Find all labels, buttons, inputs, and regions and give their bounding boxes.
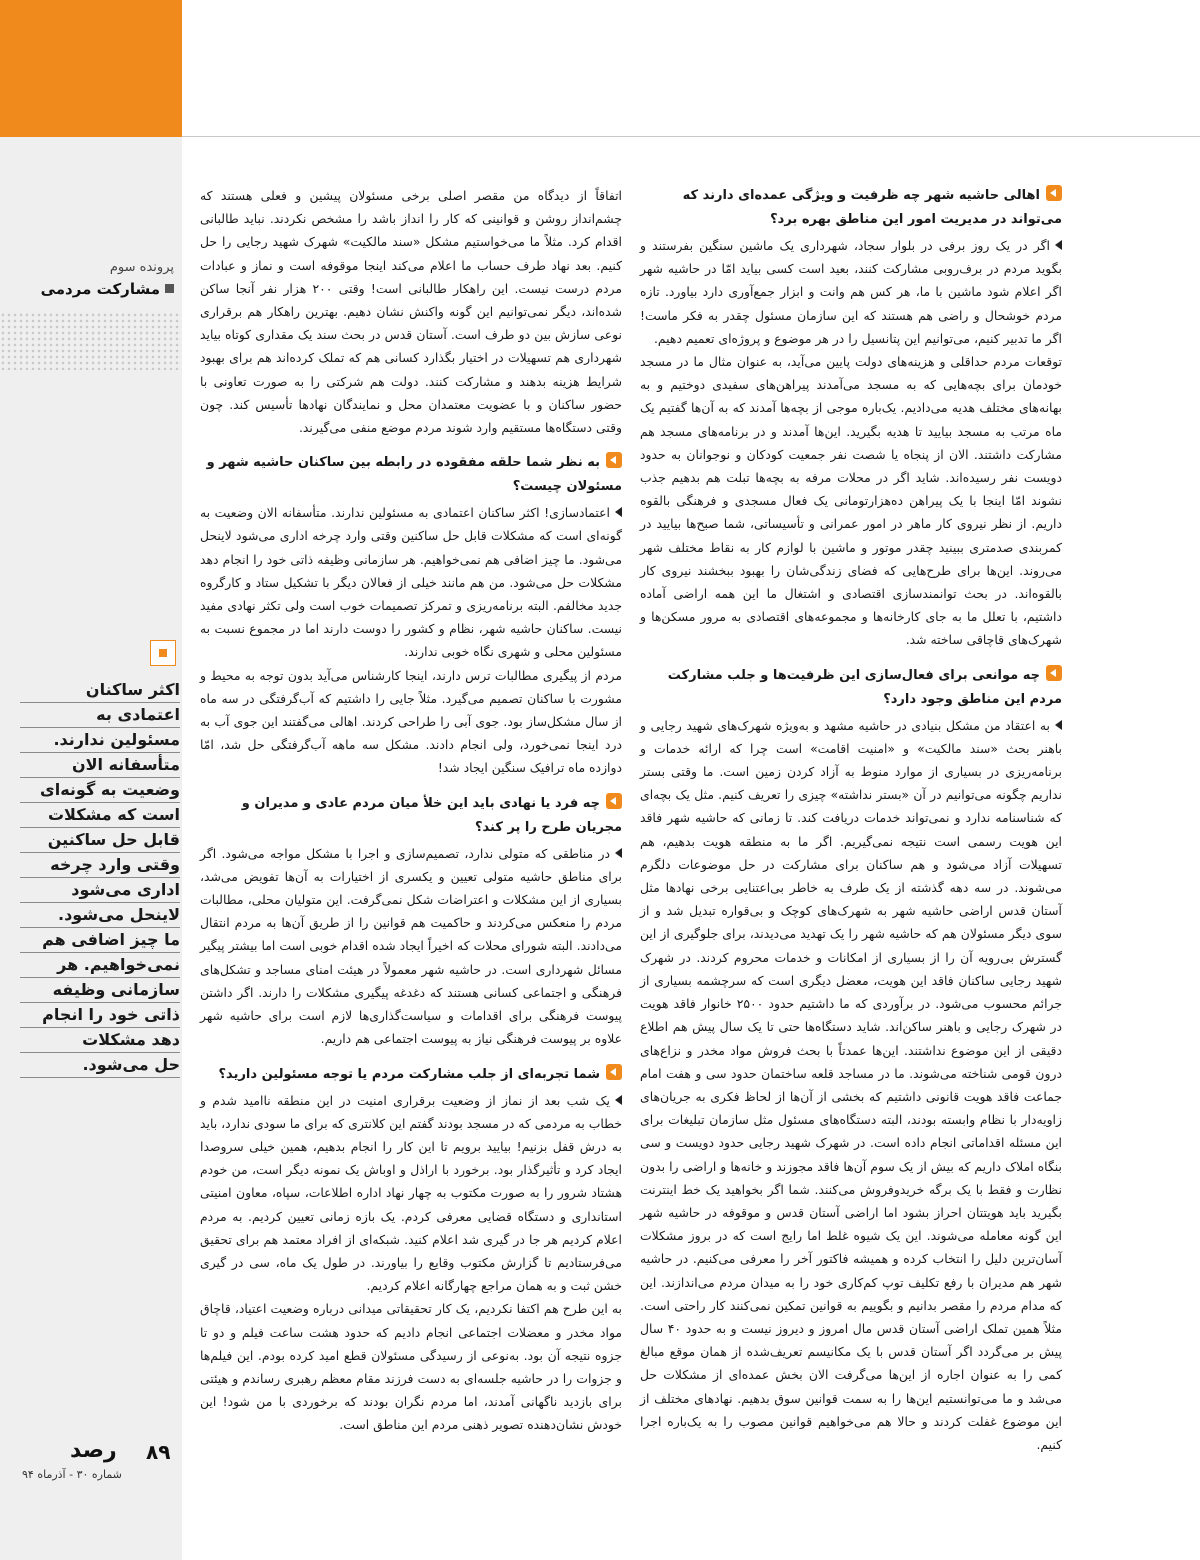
pull-quote-line: قابل حل ساکنین — [20, 828, 180, 853]
pull-quote-line: نمی‌خواهیم. هر — [20, 953, 180, 978]
question-text: چه موانعی برای فعال‌سازی این ظرفیت‌ها و جلب مشارکت مردم این مناطق وجود دارد؟ — [667, 667, 1062, 707]
answer-paragraph: به این طرح هم اکتفا نکردیم، یک کار تحقیقاتی میدانی درباره وضعیت اعتیاد، قاچاق مواد مخدر و معضلات اجتماعی انجام دادیم که حدود هشت ساعت فیلم و دو تا جزوه نتیجه آن بود. به‌نوعی از رسیدگی مسئولان قطع امید کرده بودم. این فیلم‌ها و جزوات را در حاشیه جلسه‌ای به دست فرزند مقام معظم رهبری رساندم و هیئتی برای بازدید ناگهانی آمدند، اما مردم نگران بودند که برخوردی با من شود! این خودش نشان‌دهنده تصویر ذهنی مردم این مناطق است. — [200, 1301, 622, 1433]
dot-pattern — [0, 312, 182, 370]
issue-info: شماره ۳۰ - آذرماه ۹۴ — [22, 1468, 122, 1481]
answer-paragraph — [200, 1089, 622, 1298]
pull-quote-line: وقتی وارد چرخه — [20, 853, 180, 878]
answer-arrow-icon — [615, 507, 622, 517]
page-number: ۸۹ — [146, 1440, 171, 1464]
answer-text: اعتمادسازی! اکثر ساکنان اعتمادی به مسئولین ندارند. متأسفانه الان وضعیت به گونه‌ای است که مشکلات قابل حل ساکنین وقتی وارد چرخه اداری می‌شود لاینحل می‌شود. ما چیز اضافی هم نمی‌خواهیم. هر سازمانی وظیفه ذاتی خود را انجام دهد مشکلات حل می‌شود. من هم مانند خیلی از فعالان دیگر با تشکیل ستاد و کارگروه جدید مخالفم. البته برنامه‌ریزی و تمرکز تصمیمات خوب است ولی تکثر نهادی مفید نیست. ساکنان حاشیه شهر، نظام و کشور را دوست دارند اما در مجموع نسبت به مسئولین محلی و شهری نگاه خوبی ندارند. — [200, 505, 622, 660]
pull-quote-line: اکثر ساکنان — [20, 678, 180, 703]
question-text: اهالی حاشیه شهر چه ظرفیت و ویژگی عمده‌ای دارند که می‌تواند در مدیریت امور این مناطق بهره برد؟ — [682, 188, 1062, 227]
question-heading — [640, 664, 1062, 712]
answer-text: به اعتقاد من مشکل بنیادی در حاشیه مشهد و به‌ویژه شهرک‌های شهید رجایی و باهنر بحث «سند مالکیت» و «امنیت اقامت» است چرا که ارائه خدمات و برنامه‌ریزی در بسیاری از موارد منوط به آزاد کردن زمین است. ما وقتی بستر نداریم چگونه می‌توانیم در آن «بستر نداشته» چیزی را تعریف کنیم. مثل یک بچه‌ای که شناسنامه ندارد و نمی‌تواند خدمات دریافت کند. تا زمانی که حاشیه شهر فاقد این هویت رسمی است نتیجه نمی‌گیریم. اگر ما به منطقه هویت بدهیم، هم تسهیلات آزاد می‌شود و هم ساکنان برای مشارکت در حل موضوعات دلگرم می‌شوند. در سه دهه گذشته از یک طرف به خاطر بی‌اعتنایی برخی نهادها مثل آستان قدس اراضی حاشیه شهر به شهرک‌های کوچک و بی‌قواره تبدیل شد و از سوی دیگر مسئولان هم که حاشیه شهر را یک تهدید می‌دیدند، برای جلوگیری از این گسترش بی‌رویه آن را از بسیاری از امکانات و خدمات محروم کردند. در شهرک شهید رجایی ساکنان فاقد این هویت، معضل دیگری است که سرچشمه بسیاری از جرائم محسوب می‌شود. در برآوردی که ما داشتیم حدود ۲۵۰۰ خانوار فاقد هویت در شهرک رجایی و باهنر ساکن‌اند. شاید دستگاه‌ها حتی تا یک سال پیش هم اطلاع دقیقی از این موضوع نداشتند. این‌ها عمدتاً با بحث فروش مواد مخدر و نزاع‌های درون قومی شناخته می‌شوند. ما در مساجد قلعه ساختمان حدود سی و هفت امام جماعت فاقد هویت قانونی داشتیم که بخشی از آن‌ها از لحاظ فکری به جریان‌های زاویه‌دار با نظام وابسته بودند، البته دستگاه‌های مسئول مثل سازمان تبلیغات برای این مسئله اقداماتی انجام داده است. در شهرک شهید رجایی حدود دویست و سی بنگاه املاک داریم که بیش از یک سوم آن‌ها فاقد مجوزند و خانه‌ها و اراضی را بدون نظارت و فقط با یک برگه خریدوفروش می‌کنند. شما اگر بخواهید یک خط اینترنت بگیرید باید هویتتان احراز بشود اما اراضی آستان قدس و موقوفه در حاشیه شهر این گونه معامله می‌شوند. این یک شیوه غلط اما رایج است که در بروز مشکلات آسان‌ترین دلیل را انتخاب کرده و همیشه فاکتور آخر را معرفی می‌کنیم. در حاشیه شهر هم مدیران با رفع تکلیف توپ کم‌کاری خود را به میدان مردم می‌اندازند. این که مدام مردم را مقصر بدانیم و بگوییم به قوانین تمکین نمی‌کنند کار راحتی است. مثلاً همین تملک اراضی آستان قدس مال امروز و دیروز نیست و به حدود ۴۰ سال پیش بر می‌گردد اگر آستان قدس با یک مکانیسم تعریف‌شده از همان موقع مبالغ کمی را به عنوان اجاره از این‌ها می‌گرفت الان بخش عمده‌ای از مشکلات حل می‌شد و ما می‌توانستیم این‌ها را به سمت قوانین سوق بدهیم. نهادهای مختلف از این موضوع غفلت کردند و حالا هم می‌خواهیم قوانین مصوب را به یک‌باره اجرا کنیم. — [640, 717, 1063, 1452]
dossier-title: مشارکت مردمی — [40, 280, 160, 298]
answer-paragraph: توقعات مردم حداقلی و هزینه‌های دولت پایین می‌آید، به عنوان مثال ما در مسجد خودمان برای بچه‌هایی که به مسجد می‌آمدند پیراهن‌های سفیدی دوختیم و به بهانه‌های مختلف هدیه می‌دادیم. یک‌باره موجی از بچه‌ها آمدند که به آن‌ها گفتیم یک ماه مرتب به مسجد بیایید تا هدیه بگیرید. این‌ها آمدند و در برنامه‌های مسجد هم مشارکت داشتند. الان از پنجاه یا شصت نفر جمعیت کودکان و نوجوانان به حدود دویست نفر رسیده‌اند. شاید اگر در محلات مرفه به بچه‌ها تبلت هم بدهیم جذب نشوند امّا اینجا با یک پیراهن ده‌هزارتومانی یک فعال مسجدی و فرهنگی بالقوه داریم. از نظر نیروی کار ماهر در امور عمرانی و تأسیساتی، شما صبح‌ها بیایید در کمربندی صدمتری ببینید چقدر موتور و ماشین با لوازم کار به نقاط مختلف شهر می‌روند. این‌ها برای طرح‌هایی که فضای زندگی‌شان را بهبود ببخشند نیروی کار بالقوه‌اند. در بحث توانمندسازی اقتصادی و اشتغال ما این همه اراضی آماده داشتیم، با تعلل ما به جای کارخانه‌ها و مجموعه‌های اقتصادی به مرور مسکن‌ها و شهرک‌های قاچاقی ساخته شد. — [640, 354, 1062, 648]
orange-corner-block — [0, 0, 182, 137]
square-bullet-icon — [165, 284, 174, 293]
answer-text: اگر در یک روز برفی در بلوار سجاد، شهرداری یک ماشین سنگین بفرستند و بگوید مردم در برف‌روبی مشارکت کنند، بعید است کسی بیاید امّا در حاشیه شهر اگر اعلام شود ماشین با ما، هر کس هم وانت و ابزار جمع‌آوری دارد بیاورد. تازه مردم خوشحال و راضی هم هستند که این سازمان مسئول چقدر به فکر ماست! اگر ما تدبیر کنیم، می‌توانیم این پتانسیل را در هر موضوع و پروژه‌ای تعمیم دهیم. — [640, 238, 1062, 346]
speaker-icon — [606, 452, 622, 468]
page-footer — [8, 1440, 176, 1490]
answer-arrow-icon — [1055, 240, 1062, 250]
pull-quote-line: ذاتی خود را انجام — [20, 1003, 180, 1028]
speaker-icon — [606, 793, 622, 809]
dossier-title-wrap — [8, 278, 174, 300]
pull-quote-line: وضعیت به گونه‌ای — [20, 778, 180, 803]
answer-text: یک شب بعد از نماز از وضعیت برقراری امنیت در این منطقه ناامید شدم و خطاب به مردمی که در مسجد بودند گفتم این کلانتری که برای ما سودی ندارد، باید به درش قفل بزنیم! بیایید برویم تا این کار را انجام بدهیم، همین خیلی سروصدا ایجاد کرد و تأثیرگذار بود. برخورد با اراذل و اوباش یک نمونه دیگر است، من خودم هشتاد شرور را به صورت مکتوب به چهار نهاد اداره اطلاعات، سپاه، معاون امنیتی استانداری و دستگاه قضایی معرفی کردم. یک بازه زمانی تعیین کردیم. به مردم اعلام کردیم هر جا در گیری شد اعلام کنید. شبکه‌ای از افراد معتمد هم برای تحقیق می‌فرستادیم تا گزارش مکتوب وقایع را بیاورند. در طول یک ماه، سی در گیری خشن ثبت و به همان مراجع چهارگانه اعلام کردیم. — [200, 1092, 622, 1294]
question-text: چه فرد یا نهادی باید این خلأ میان مردم عادی و مدیران و مجریان طرح را پر کند؟ — [241, 795, 622, 835]
answer-arrow-icon — [1055, 720, 1062, 730]
top-divider — [182, 136, 1200, 137]
pull-quote-line: لاینحل می‌شود. — [20, 903, 180, 928]
magazine-logo: رصد — [70, 1438, 117, 1463]
answer-paragraph — [640, 714, 1062, 1457]
answer-paragraph — [200, 842, 622, 1051]
question-text: به نظر شما حلقه مفقوده در رابطه بین ساکنان حاشیه شهر و مسئولان چیست؟ — [206, 455, 622, 495]
article-column-left — [200, 184, 622, 1437]
pull-quote — [20, 678, 180, 1078]
pull-quote-line: اعتمادی به — [20, 703, 180, 728]
answer-paragraph — [200, 501, 622, 663]
pull-quote-line: حل می‌شود. — [20, 1053, 180, 1078]
question-heading — [200, 1063, 622, 1087]
sidebar — [0, 0, 182, 1560]
answer-paragraph: اتفاقاً از دیدگاه من مقصر اصلی برخی مسئولان پیشین و فعلی هستند که چشم‌انداز روشن و قوانینی که کار را انداز باشد را مشخص نکردند. نباید طالبانی اقدام کرد. مثلاً ما می‌خواستیم مشکل «سند مالکیت» شهرک شهید رجایی را حل کنیم. بعد نهاد طرف حساب ما اعلام می‌کند اینجا موقوفه است و نماز و عبادات مردم درست نیست. این راهکار طالبانی است! وقتی ۲۰۰ هزار نفر آنجا ساکن شده‌اند، دیگر نمی‌توانیم این گونه واکنش نشان دهیم. بهترین راهکار هم برقراری نوعی سازش بین دو طرف است. آستان قدس در بحث سند یک مقداری کوتاه بیاید شهرداری هم تسهیلات در اختیار بگذارد کسانی هم که تملک کرده‌اند هم برای بهبود شرایط هزینه بدهند و مشارکت کنند. دولت هم شرکتی را به صورت تعاونی با حضور ساکنان و با عضویت معتمدان محل و نمایندگان نهادها تأسیس کند. چون وقتی دستگاه‌ها مستقیم وارد شوند مردم موضع منفی می‌گیرند. — [200, 188, 622, 436]
pull-quote-line: مسئولین ندارند. — [20, 728, 180, 753]
article-column-right — [640, 184, 1062, 1456]
question-text: شما تجربه‌ای از جلب مشارکت مردم یا توجه مسئولین دارید؟ — [218, 1066, 600, 1082]
dossier-label: پرونده سوم — [109, 260, 174, 275]
pull-quote-line: سازمانی وظیفه — [20, 978, 180, 1003]
pull-quote-line: اداری می‌شود — [20, 878, 180, 903]
speaker-icon — [1046, 665, 1062, 681]
answer-arrow-icon — [615, 1095, 622, 1105]
question-heading — [200, 451, 622, 499]
speaker-icon — [606, 1064, 622, 1080]
question-heading — [200, 792, 622, 840]
dossier-heading — [8, 258, 174, 300]
question-heading — [640, 184, 1062, 232]
answer-text: در مناطقی که متولی ندارد، تصمیم‌سازی و اجرا با مشکل مواجه می‌شود. اگر برای مناطق حاشیه متولی تعیین و یکسری از اختیارات به آن‌ها تفویض می‌شد، بسیاری از این مشکلات و اعتراضات شکل نمی‌گرفت. این متولیان محلی، مطالبات مردم را منعکس می‌کردند و حاکمیت هم قوانین را از طریق آن‌ها به مردم انتقال می‌دادند. البته شورای محلات که اخیراً ایجاد شده اقدام خوبی است اما بیشتر پیگیر مسائل شهرداری است. در حاشیه شهر معمولاً در هیئت امنای مساجد و تشکل‌های فرهنگی و اجتماعی کسانی هستند که دغدغه پیگیری مشکلات را دارند. اگر داشتن پیوست فرهنگی برای اقدامات و سیاست‌گذاری‌ها لازم است برای حاشیه شهر علاوه بر پیوست فرهنگی نیاز به پیوست اجتماعی هم داریم. — [200, 845, 622, 1047]
pull-quote-line: ما چیز اضافی هم — [20, 928, 180, 953]
pull-quote-square-icon — [150, 640, 176, 666]
answer-arrow-icon — [615, 848, 622, 858]
answer-paragraph: مردم از پیگیری مطالبات ترس دارند، اینجا کارشناس می‌آید بدون توجه به محیط و مشورت با ساکنان تصمیم می‌گیرد. مثلاً جایی را داشتیم که آب‌گرفتگی در سه ماه از سال مشکل‌ساز بود. جوی آبی را طراحی کردند. اهالی می‌گفتند این جوی آب به درد اینجا نمی‌خورد، ولی انجام دادند. مشکل سه ماهه آب‌گرفتگی حل شد، امّا دوازده ماه ترافیک سنگین ایجاد شد! — [200, 667, 622, 776]
pull-quote-line: دهد مشکلات — [20, 1028, 180, 1053]
pull-quote-line: متأسفانه الان — [20, 753, 180, 778]
speaker-icon — [1046, 185, 1062, 201]
pull-quote-line: است که مشکلات — [20, 803, 180, 828]
answer-paragraph — [640, 234, 1062, 350]
